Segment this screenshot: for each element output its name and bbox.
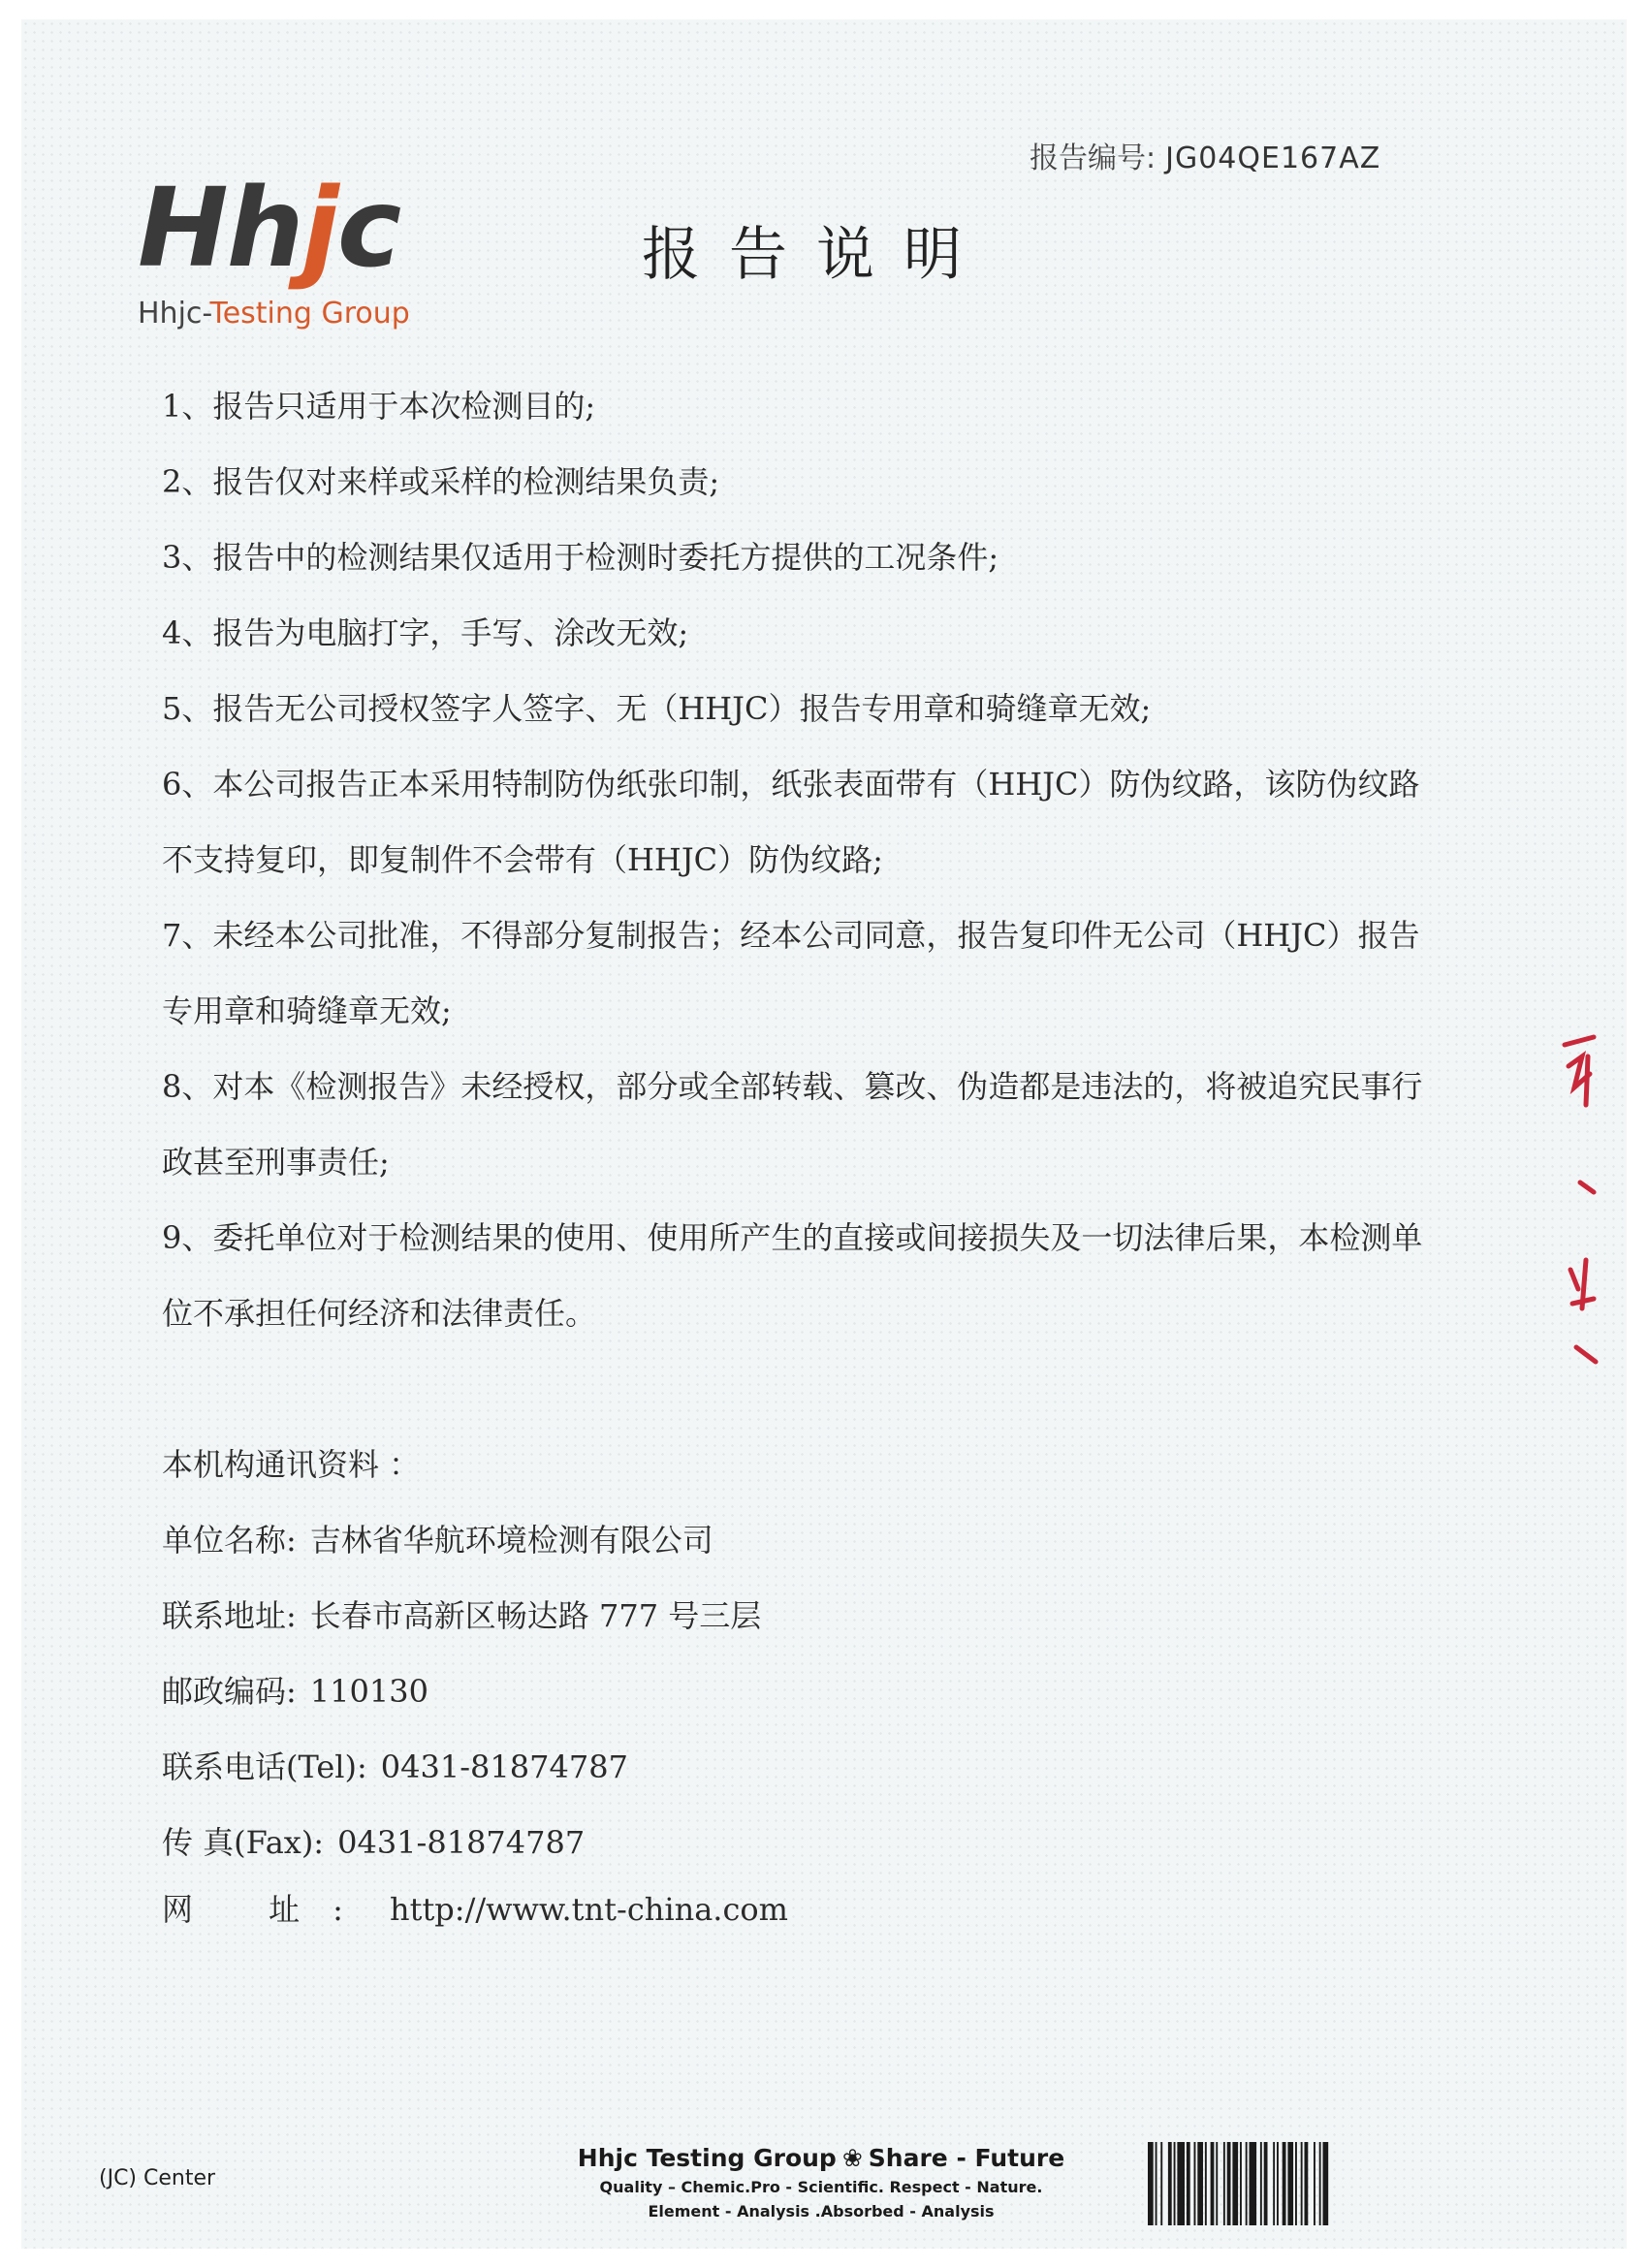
report-number-value: JG04QE167AZ: [1165, 142, 1381, 175]
note-item: 8、对本《检测报告》未经授权，部分或全部转载、篡改、伪造都是违法的，将被追究民事行政甚至刑事责任;: [162, 1068, 1423, 1181]
barcode: [1146, 2140, 1398, 2227]
footer-center-label: (JC) Center: [99, 2166, 216, 2190]
notes-list: [162, 368, 1442, 1351]
postcode-label: 邮政编码:: [162, 1673, 297, 1710]
tel-value: 0431-81874787: [380, 1748, 628, 1785]
footer-element-line: Element - Analysis .Absorbed - Analysis: [648, 2202, 995, 2221]
address-value: 长春市高新区畅达路 777 号三层: [309, 1597, 762, 1634]
contact-title: 本机构通讯资料 ：: [162, 1446, 421, 1483]
company-logo: [138, 166, 458, 349]
seal-stamp-fragment: [1561, 1027, 1600, 1367]
company-label: 单位名称:: [162, 1522, 297, 1559]
address-label: 联系地址:: [162, 1597, 297, 1634]
company-value: 吉林省华航环境检测有限公司: [309, 1522, 713, 1559]
postcode-value: 110130: [309, 1673, 428, 1710]
flower-icon: ❀: [841, 2144, 863, 2172]
fax-label: 传 真(Fax):: [162, 1824, 325, 1861]
logo-subtitle: Hhjc-Testing Group: [138, 297, 410, 331]
website-label: 网 址:: [162, 1891, 376, 1928]
footer-quality-line: Quality – Chemic.Pro - Scientific. Respect - Nature.: [599, 2178, 1043, 2196]
postcode-row: [162, 1654, 788, 1729]
footer-slogan: Share - Future: [868, 2144, 1065, 2172]
note-item: 3、报告中的检测结果仅适用于检测时委托方提供的工况条件;: [162, 539, 999, 576]
note-item: 4、报告为电脑打字，手写、涂改无效;: [162, 614, 689, 651]
fax-row: [162, 1805, 788, 1880]
tel-label: 联系电话(Tel):: [162, 1748, 367, 1785]
note-item: 9、委托单位对于检测结果的使用、使用所产生的直接或间接损失及一切法律后果，本检测单位不承担任何经济和法律责任。: [162, 1219, 1423, 1332]
logo-mark: Hhjc: [138, 166, 400, 292]
note-item: 7、未经本公司批准，不得部分复制报告；经本公司同意，报告复印件无公司（HHJC）报告专用章和骑缝章无效;: [162, 917, 1420, 1029]
address-row: [162, 1578, 788, 1654]
note-item: 2、报告仅对来样或采样的检测结果负责;: [162, 463, 720, 500]
report-page: [21, 19, 1627, 2249]
report-number: [1030, 134, 1380, 176]
report-number-label: 报告编号:: [1030, 142, 1157, 175]
fax-value: 0431-81874787: [337, 1824, 586, 1861]
note-item: 1、报告只适用于本次检测目的;: [162, 388, 596, 425]
note-item: 6、本公司报告正本采用特制防伪纸张印制，纸张表面带有（HHJC）防伪纹路，该防伪纹路不支持复印，即复制件不会带有（HHJC）防伪纹路;: [162, 766, 1420, 878]
page-title: 报告说明: [642, 221, 991, 289]
website-row: [162, 1880, 788, 1938]
tel-row: [162, 1729, 788, 1805]
footer-brand-line: [564, 2144, 1078, 2172]
note-item: 5、报告无公司授权签字人签字、无（HHJC）报告专用章和骑缝章无效;: [162, 690, 1152, 727]
website-link[interactable]: http://www.tnt-china.com: [389, 1891, 788, 1928]
company-row: [162, 1502, 788, 1578]
footer-brand: [564, 2144, 1078, 2221]
footer-brand-name: Hhjc Testing Group: [577, 2144, 837, 2172]
contact-info: [162, 1427, 788, 1938]
